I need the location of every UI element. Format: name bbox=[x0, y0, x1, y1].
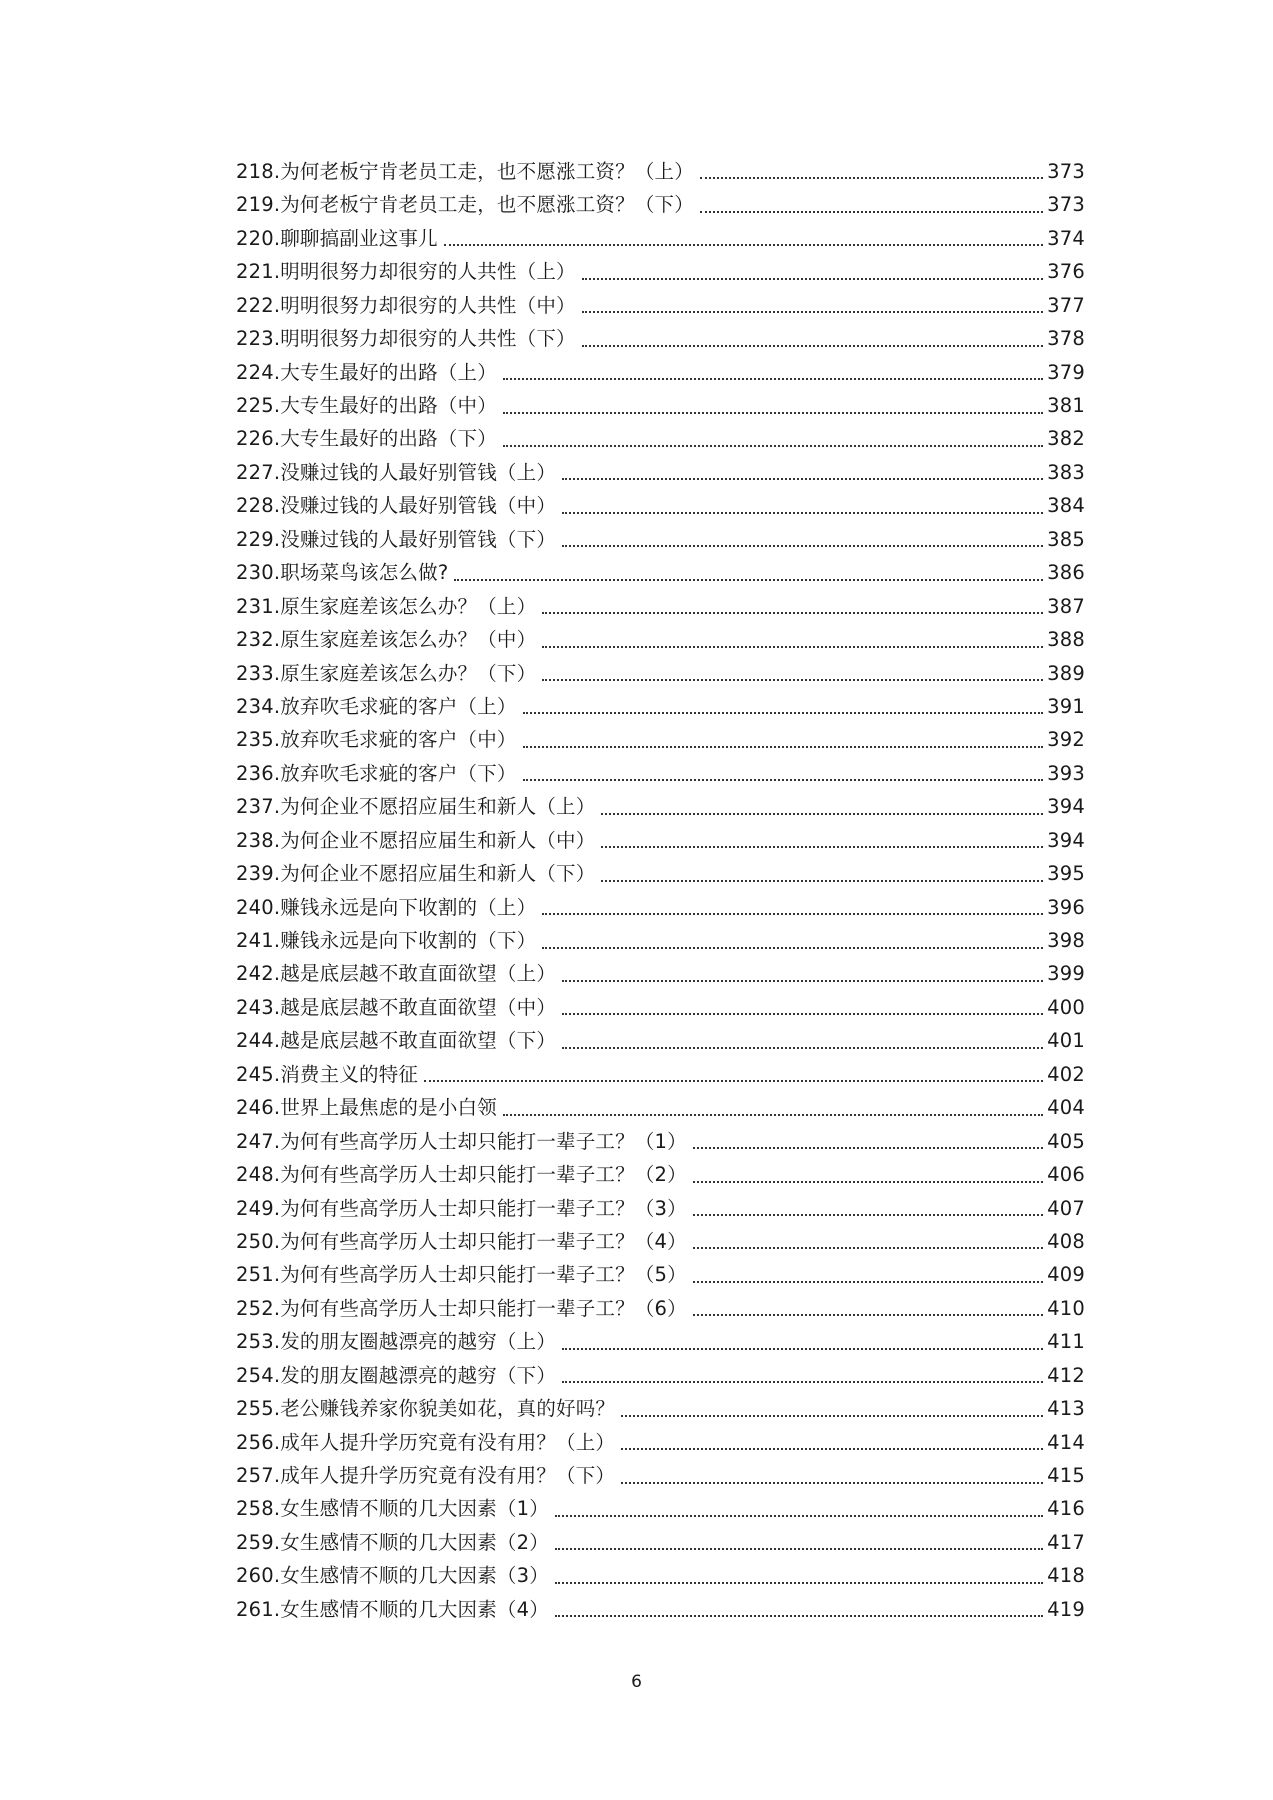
toc-entry[interactable] bbox=[236, 757, 1085, 790]
toc-entry-page-number: 409 bbox=[1047, 1263, 1085, 1287]
toc-entry-title: 228.没赚过钱的人最好别管钱（中） bbox=[236, 494, 557, 518]
dot-leader bbox=[542, 612, 1043, 614]
toc-entry[interactable] bbox=[236, 1559, 1085, 1592]
dot-leader bbox=[542, 947, 1043, 949]
toc-entry-title: 254.发的朋友圈越漂亮的越穷（下） bbox=[236, 1363, 557, 1387]
toc-entry[interactable] bbox=[236, 857, 1085, 890]
toc-entry[interactable] bbox=[236, 1258, 1085, 1291]
dot-leader bbox=[444, 244, 1043, 246]
dot-leader bbox=[601, 846, 1043, 848]
toc-entry-title: 248.为何有些高学历人士却只能打一辈子工？（2） bbox=[236, 1163, 687, 1187]
page-number: 6 bbox=[631, 1672, 642, 1692]
dot-leader bbox=[601, 880, 1043, 882]
toc-entry-page-number: 389 bbox=[1047, 661, 1085, 685]
toc-entry-title: 226.大专生最好的出路（下） bbox=[236, 427, 497, 451]
toc-entry[interactable] bbox=[236, 1192, 1085, 1225]
toc-entry-page-number: 378 bbox=[1047, 327, 1085, 351]
toc-entry[interactable] bbox=[236, 489, 1085, 522]
dot-leader bbox=[503, 412, 1043, 414]
dot-leader bbox=[693, 1314, 1043, 1316]
toc-entry[interactable] bbox=[236, 523, 1085, 556]
toc-entry[interactable] bbox=[236, 255, 1085, 288]
toc-entry[interactable] bbox=[236, 1125, 1085, 1158]
dot-leader bbox=[555, 1582, 1043, 1584]
dot-leader bbox=[562, 1381, 1043, 1383]
toc-entry-page-number: 410 bbox=[1047, 1296, 1085, 1320]
dot-leader bbox=[523, 712, 1044, 714]
toc-entry-page-number: 419 bbox=[1047, 1597, 1085, 1621]
toc-entry[interactable] bbox=[236, 356, 1085, 389]
table-of-contents bbox=[236, 155, 1085, 1626]
dot-leader bbox=[621, 1415, 1043, 1417]
toc-entry-title: 259.女生感情不顺的几大因素（2） bbox=[236, 1530, 549, 1554]
toc-entry-title: 229.没赚过钱的人最好别管钱（下） bbox=[236, 527, 557, 551]
toc-entry-title: 255.老公赚钱养家你貌美如花，真的好吗？ bbox=[236, 1397, 616, 1421]
toc-entry-title: 239.为何企业不愿招应届生和新人（下） bbox=[236, 862, 596, 886]
toc-entry[interactable] bbox=[236, 657, 1085, 690]
toc-entry[interactable] bbox=[236, 824, 1085, 857]
toc-entry-title: 222.明明很努力却很穷的人共性（中） bbox=[236, 293, 576, 317]
dot-leader bbox=[582, 311, 1043, 313]
dot-leader bbox=[693, 1281, 1043, 1283]
toc-entry[interactable] bbox=[236, 1325, 1085, 1358]
toc-entry[interactable] bbox=[236, 623, 1085, 656]
toc-entry-page-number: 408 bbox=[1047, 1229, 1085, 1253]
dot-leader bbox=[582, 345, 1043, 347]
toc-entry[interactable] bbox=[236, 1158, 1085, 1191]
toc-entry-title: 225.大专生最好的出路（中） bbox=[236, 394, 497, 418]
toc-entry-page-number: 406 bbox=[1047, 1163, 1085, 1187]
toc-entry[interactable] bbox=[236, 891, 1085, 924]
dot-leader bbox=[454, 579, 1043, 581]
toc-entry-title: 250.为何有些高学历人士却只能打一辈子工？（4） bbox=[236, 1229, 687, 1253]
toc-entry-title: 240.赚钱永远是向下收割的（上） bbox=[236, 895, 537, 919]
toc-entry[interactable] bbox=[236, 222, 1085, 255]
toc-entry[interactable] bbox=[236, 590, 1085, 623]
toc-entry[interactable] bbox=[236, 924, 1085, 957]
toc-entry-page-number: 373 bbox=[1047, 159, 1085, 183]
toc-entry-title: 221.明明很努力却很穷的人共性（上） bbox=[236, 260, 576, 284]
toc-entry[interactable] bbox=[236, 1593, 1085, 1626]
toc-entry-title: 232.原生家庭差该怎么办？（中） bbox=[236, 628, 537, 652]
toc-entry-title: 249.为何有些高学历人士却只能打一辈子工？（3） bbox=[236, 1196, 687, 1220]
toc-entry-page-number: 402 bbox=[1047, 1062, 1085, 1086]
toc-entry[interactable] bbox=[236, 958, 1085, 991]
dot-leader bbox=[693, 1214, 1043, 1216]
toc-entry-page-number: 379 bbox=[1047, 360, 1085, 384]
toc-entry-page-number: 373 bbox=[1047, 193, 1085, 217]
toc-entry-page-number: 417 bbox=[1047, 1530, 1085, 1554]
toc-entry-title: 253.发的朋友圈越漂亮的越穷（上） bbox=[236, 1330, 557, 1354]
dot-leader bbox=[542, 913, 1043, 915]
toc-entry-page-number: 382 bbox=[1047, 427, 1085, 451]
toc-entry[interactable] bbox=[236, 1058, 1085, 1091]
toc-entry-page-number: 395 bbox=[1047, 862, 1085, 886]
toc-entry[interactable] bbox=[236, 723, 1085, 756]
dot-leader bbox=[693, 1247, 1043, 1249]
dot-leader bbox=[562, 512, 1043, 514]
toc-entry-title: 242.越是底层越不敢直面欲望（上） bbox=[236, 962, 557, 986]
toc-entry-title: 244.越是底层越不敢直面欲望（下） bbox=[236, 1029, 557, 1053]
toc-entry-page-number: 394 bbox=[1047, 828, 1085, 852]
toc-entry[interactable] bbox=[236, 188, 1085, 221]
dot-leader bbox=[503, 445, 1043, 447]
toc-entry-title: 241.赚钱永远是向下收割的（下） bbox=[236, 929, 537, 953]
toc-entry-title: 235.放弃吹毛求疵的客户（中） bbox=[236, 728, 517, 752]
toc-entry-page-number: 412 bbox=[1047, 1363, 1085, 1387]
toc-entry[interactable] bbox=[236, 1392, 1085, 1425]
dot-leader bbox=[555, 1548, 1043, 1550]
toc-entry-page-number: 376 bbox=[1047, 260, 1085, 284]
toc-entry[interactable] bbox=[236, 1225, 1085, 1258]
toc-entry[interactable] bbox=[236, 556, 1085, 589]
dot-leader bbox=[562, 545, 1043, 547]
toc-entry-page-number: 386 bbox=[1047, 561, 1085, 585]
toc-entry-page-number: 418 bbox=[1047, 1564, 1085, 1588]
dot-leader bbox=[700, 177, 1043, 179]
toc-entry-title: 223.明明很努力却很穷的人共性（下） bbox=[236, 327, 576, 351]
toc-entry-title: 260.女生感情不顺的几大因素（3） bbox=[236, 1564, 549, 1588]
dot-leader bbox=[601, 813, 1043, 815]
toc-entry-page-number: 377 bbox=[1047, 293, 1085, 317]
toc-entry-title: 246.世界上最焦虑的是小白领 bbox=[236, 1096, 497, 1120]
toc-entry-page-number: 387 bbox=[1047, 594, 1085, 618]
toc-entry-page-number: 414 bbox=[1047, 1430, 1085, 1454]
toc-entry[interactable] bbox=[236, 1493, 1085, 1526]
toc-entry-title: 256.成年人提升学历究竟有没有用？（上） bbox=[236, 1430, 616, 1454]
toc-entry-page-number: 383 bbox=[1047, 460, 1085, 484]
toc-entry-title: 236.放弃吹毛求疵的客户（下） bbox=[236, 761, 517, 785]
toc-entry-title: 224.大专生最好的出路（上） bbox=[236, 360, 497, 384]
toc-entry-title: 234.放弃吹毛求疵的客户（上） bbox=[236, 694, 517, 718]
toc-entry-page-number: 416 bbox=[1047, 1497, 1085, 1521]
dot-leader bbox=[562, 1047, 1043, 1049]
toc-entry-title: 218.为何老板宁肯老员工走，也不愿涨工资？（上） bbox=[236, 159, 694, 183]
toc-entry-page-number: 381 bbox=[1047, 394, 1085, 418]
toc-entry-title: 231.原生家庭差该怎么办？（上） bbox=[236, 594, 537, 618]
toc-entry-page-number: 401 bbox=[1047, 1029, 1085, 1053]
toc-entry-title: 233.原生家庭差该怎么办？（下） bbox=[236, 661, 537, 685]
toc-entry[interactable] bbox=[236, 155, 1085, 188]
toc-entry-title: 261.女生感情不顺的几大因素（4） bbox=[236, 1597, 549, 1621]
toc-entry-page-number: 392 bbox=[1047, 728, 1085, 752]
dot-leader bbox=[542, 679, 1043, 681]
toc-entry[interactable] bbox=[236, 1459, 1085, 1492]
toc-entry-page-number: 385 bbox=[1047, 527, 1085, 551]
dot-leader bbox=[523, 746, 1044, 748]
toc-entry-page-number: 400 bbox=[1047, 995, 1085, 1019]
toc-entry-title: 230.职场菜鸟该怎么做? bbox=[236, 561, 449, 585]
toc-entry[interactable] bbox=[236, 456, 1085, 489]
toc-entry-title: 238.为何企业不愿招应届生和新人（中） bbox=[236, 828, 596, 852]
toc-entry-page-number: 404 bbox=[1047, 1096, 1085, 1120]
toc-entry[interactable] bbox=[236, 1024, 1085, 1057]
dot-leader bbox=[523, 779, 1044, 781]
toc-entry[interactable] bbox=[236, 790, 1085, 823]
dot-leader bbox=[562, 980, 1043, 982]
toc-entry-page-number: 407 bbox=[1047, 1196, 1085, 1220]
toc-entry-title: 251.为何有些高学历人士却只能打一辈子工？（5） bbox=[236, 1263, 687, 1287]
toc-entry-page-number: 399 bbox=[1047, 962, 1085, 986]
toc-entry-page-number: 398 bbox=[1047, 929, 1085, 953]
dot-leader bbox=[621, 1482, 1043, 1484]
dot-leader bbox=[562, 1348, 1043, 1350]
toc-entry-title: 220.聊聊搞副业这事儿 bbox=[236, 226, 438, 250]
toc-entry-page-number: 394 bbox=[1047, 795, 1085, 819]
dot-leader bbox=[424, 1080, 1043, 1082]
dot-leader bbox=[503, 378, 1043, 380]
toc-entry[interactable] bbox=[236, 1292, 1085, 1325]
toc-entry[interactable] bbox=[236, 423, 1085, 456]
toc-entry-title: 257.成年人提升学历究竟有没有用？（下） bbox=[236, 1464, 616, 1488]
dot-leader bbox=[555, 1615, 1043, 1617]
toc-entry-page-number: 384 bbox=[1047, 494, 1085, 518]
toc-entry-title: 237.为何企业不愿招应届生和新人（上） bbox=[236, 795, 596, 819]
toc-entry-page-number: 415 bbox=[1047, 1464, 1085, 1488]
toc-entry-page-number: 405 bbox=[1047, 1129, 1085, 1153]
toc-entry-page-number: 411 bbox=[1047, 1330, 1085, 1354]
toc-entry-page-number: 413 bbox=[1047, 1397, 1085, 1421]
dot-leader bbox=[562, 1013, 1043, 1015]
toc-entry[interactable] bbox=[236, 322, 1085, 355]
toc-entry[interactable] bbox=[236, 1426, 1085, 1459]
toc-entry[interactable] bbox=[236, 991, 1085, 1024]
toc-entry-title: 227.没赚过钱的人最好别管钱（上） bbox=[236, 460, 557, 484]
dot-leader bbox=[555, 1515, 1043, 1517]
dot-leader bbox=[693, 1147, 1043, 1149]
dot-leader bbox=[542, 646, 1043, 648]
toc-entry-title: 247.为何有些高学历人士却只能打一辈子工？（1） bbox=[236, 1129, 687, 1153]
toc-entry-title: 252.为何有些高学历人士却只能打一辈子工？（6） bbox=[236, 1296, 687, 1320]
toc-entry-title: 245.消费主义的特征 bbox=[236, 1062, 419, 1086]
toc-entry-title: 258.女生感情不顺的几大因素（1） bbox=[236, 1497, 549, 1521]
toc-entry-title: 243.越是底层越不敢直面欲望（中） bbox=[236, 995, 557, 1019]
toc-entry-page-number: 393 bbox=[1047, 761, 1085, 785]
toc-entry-page-number: 391 bbox=[1047, 694, 1085, 718]
toc-entry[interactable] bbox=[236, 389, 1085, 422]
toc-entry[interactable] bbox=[236, 289, 1085, 322]
toc-entry-title: 219.为何老板宁肯老员工走，也不愿涨工资？（下） bbox=[236, 193, 694, 217]
toc-entry-page-number: 374 bbox=[1047, 226, 1085, 250]
dot-leader bbox=[621, 1448, 1043, 1450]
toc-entry[interactable] bbox=[236, 1091, 1085, 1124]
dot-leader bbox=[693, 1181, 1043, 1183]
dot-leader bbox=[562, 478, 1043, 480]
toc-entry[interactable] bbox=[236, 1359, 1085, 1392]
dot-leader bbox=[503, 1114, 1043, 1116]
dot-leader bbox=[582, 278, 1043, 280]
toc-entry-page-number: 388 bbox=[1047, 628, 1085, 652]
toc-entry[interactable] bbox=[236, 1526, 1085, 1559]
toc-entry-page-number: 396 bbox=[1047, 895, 1085, 919]
toc-entry[interactable] bbox=[236, 690, 1085, 723]
dot-leader bbox=[700, 211, 1043, 213]
